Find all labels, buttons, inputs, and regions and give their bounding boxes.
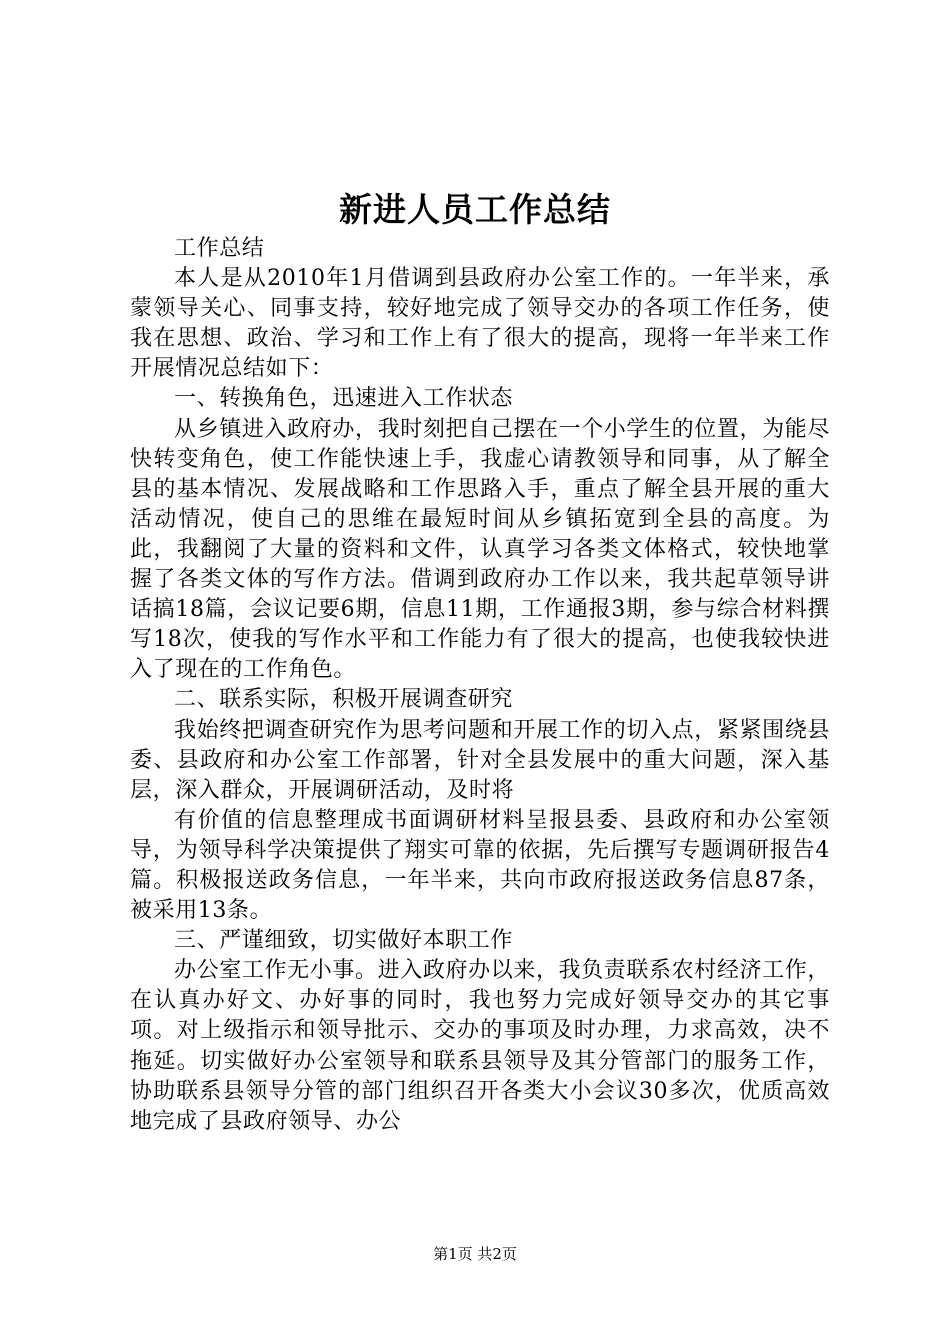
section-heading: 二、联系实际，积极开展调查研究 <box>174 687 514 713</box>
body-paragraph: 本人是从2010年1月借调到县政府办公室工作的。一年半来，承蒙领导关心、同事支持，较好地完成了领导交办的各项工作任务，使我在思想、政治、学习和工作上有了很大的提高，现将一年半来工作开展情况总结如下： <box>130 266 830 382</box>
page-footer: 第1页 共2页 <box>433 1245 517 1263</box>
body-paragraph: 我始终把调查研究作为思考问题和开展工作的切入点，紧紧围绕县委、县政府和办公室工作部署，针对全县发展中的重大问题，深入基层，深入群众，开展调研活动，及时将 <box>130 717 830 803</box>
document-title: 新进人员工作总结 <box>339 190 611 229</box>
section-heading: 一、转换角色，迅速进入工作状态 <box>174 386 514 412</box>
section-heading: 三、严谨细致，切实做好本职工作 <box>174 928 514 954</box>
document-body <box>130 234 830 1137</box>
body-paragraph: 办公室工作无小事。进入政府办以来，我负责联系农村经济工作，在认真办好文、办好事的同时，我也努力完成好领导交办的其它事项。对上级指示和领导批示、交办的事项及时办理，力求高效，决不拖延。切实做好办公室领导和联系县领导及其分管部门的服务工作，协助联系县领导分管的部门组织召开各类大小会议30多次，优质高效地完成了县政府领导、办公 <box>130 958 830 1134</box>
body-paragraph: 工作总结 <box>174 236 265 261</box>
body-paragraph: 有价值的信息整理成书面调研材料呈报县委、县政府和办公室领导，为领导科学决策提供了翔实可靠的依据，先后撰写专题调研报告4篇。积极报送政务信息，一年半来，共向市政府报送政务信息87条，被采用13条。 <box>130 807 830 924</box>
body-paragraph: 从乡镇进入政府办，我时刻把自己摆在一个小学生的位置，为能尽快转变角色，使工作能快速上手，我虚心请教领导和同事，从了解全县的基本情况、发展战略和工作思路入手，重点了解全县开展的重大活动情况，使自己的思维在最短时间从乡镇拓宽到全县的高度。为此，我翻阅了大量的资料和文件，认真学习各类文体格式，较快地掌握了各类文体的写作方法。借调到政府办工作以来，我共起草领导讲话搞18篇，会议记要6期，信息11期，工作通报3期，参与综合材料撰写18次，使我的写作水平和工作能力有了很大的提高，也使我较快进入了现在的工作角色。 <box>130 416 830 683</box>
